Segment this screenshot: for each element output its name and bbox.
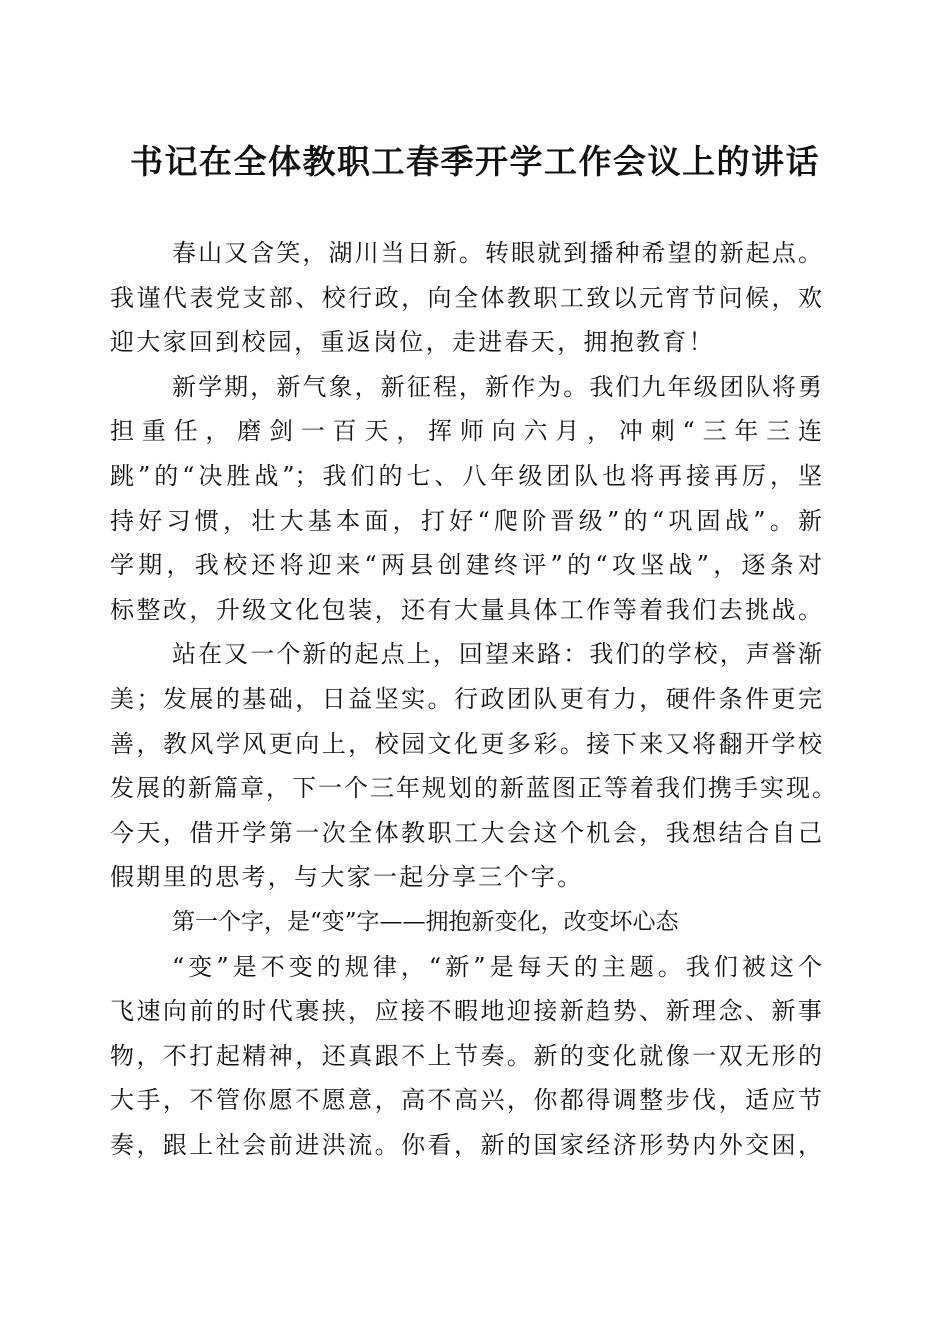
paragraph	[110, 231, 822, 365]
paragraph	[110, 632, 838, 900]
text-line: 跳”的“决胜战”；我们的七、八年级团队也将再接再厉，坚	[110, 461, 822, 490]
text-line: 标整改，升级文化包装，还有大量具体工作等着我们去挑战。	[110, 595, 822, 624]
document-title: 书记在全体教职工春季开学工作会议上的讲话	[130, 142, 820, 181]
text-line: 春山又含笑，湖川当日新。转眼就到播种希望的新起点。	[172, 239, 822, 267]
text-line: 我谨代表党支部、校行政，向全体教职工致以元宵节问候，欢	[110, 283, 822, 312]
section-heading: 第一个字，是“变”字——拥抱新变化，改变坏心态	[172, 908, 679, 935]
text-line: 大手，不管你愿不愿意，高不高兴，你都得调整步伐，适应节	[110, 1086, 822, 1115]
text-line: 担重任，磨剑一百天，挥师向六月，冲刺“三年三连	[110, 417, 822, 446]
paragraph	[110, 945, 822, 1168]
text-line: 持好习惯，壮大基本面，打好“爬阶晋级”的“巩固战”。新	[110, 506, 822, 535]
text-line: 发展的新篇章，下一个三年规划的新蓝图正等着我们携手实现。	[110, 774, 838, 803]
text-line: 奏，跟上社会前进洪流。你看，新的国家经济形势内外交困，	[110, 1130, 822, 1159]
text-line: 美；发展的基础，日益坚实。行政团队更有力，硬件条件更完	[110, 684, 822, 713]
text-line: 物，不打起精神，还真跟不上节奏。新的变化就像一双无形的	[110, 1041, 822, 1070]
text-line: 迎大家回到校园，重返岗位，走进春天，拥抱教育！	[110, 328, 715, 357]
document-body	[110, 231, 838, 1167]
text-line: 假期里的思考，与大家一起分享三个字。	[110, 863, 584, 892]
text-line: 飞速向前的时代裹挟，应接不暇地迎接新趋势、新理念、新事	[110, 997, 822, 1026]
text-line: 学期，我校还将迎来“两县创建终评”的“攻坚战”，逐条对	[110, 551, 822, 580]
text-line: “变”是不变的规律，“新”是每天的主题。我们被这个	[172, 952, 822, 981]
text-line: 今天，借开学第一次全体教职工大会这个机会，我想结合自己	[110, 818, 822, 847]
text-line: 站在又一个新的起点上，回望来路：我们的学校，声誉渐	[172, 640, 822, 669]
text-line: 善，教风学风更向上，校园文化更多彩。接下来又将翻开学校	[110, 729, 822, 758]
paragraph	[110, 365, 822, 633]
text-line: 新学期，新气象，新征程，新作为。我们九年级团队将勇	[172, 372, 822, 401]
